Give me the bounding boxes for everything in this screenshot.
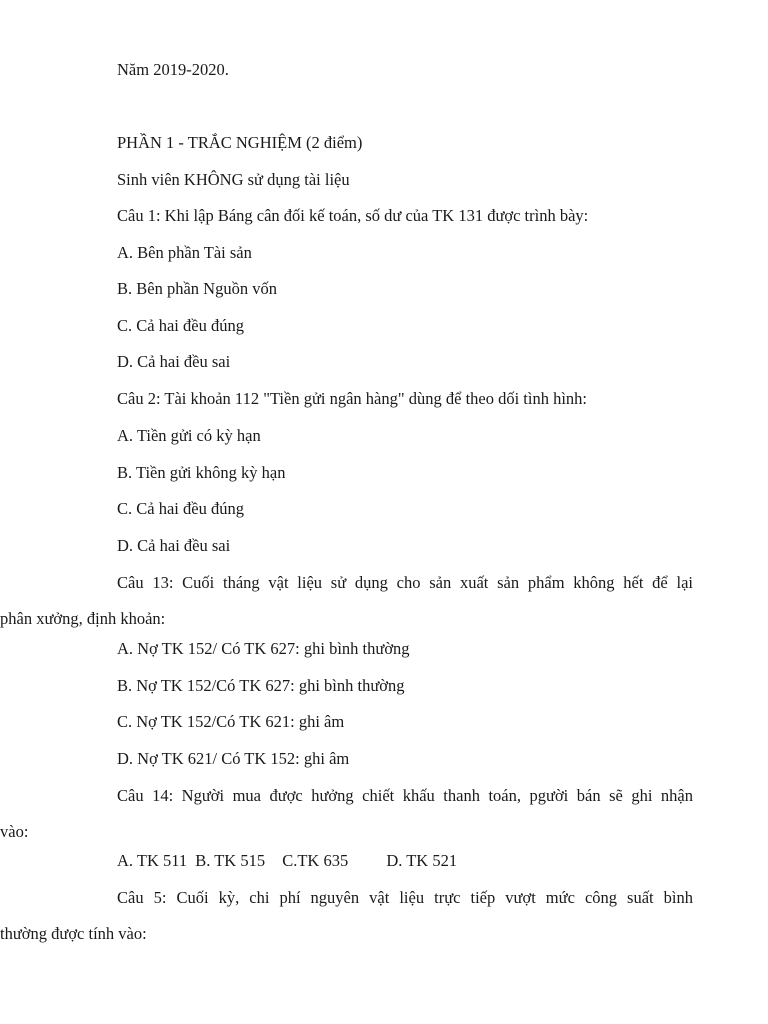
question-2-prompt: Câu 2: Tài khoản 112 "Tiền gửi ngân hàng" dùng để theo dối tình hình:: [117, 389, 588, 408]
question-13-prompt-line-1: Câu 13: Cuối tháng vật liệu sử dụng cho sản xuất sản phẩm không hết để lại: [117, 573, 693, 592]
question-1-option-d: D. Cả hai đều sai: [117, 352, 231, 371]
question-1-option-a: A. Bên phần Tài sản: [117, 243, 252, 262]
question-2-option-c: C. Cả hai đều đúng: [117, 499, 244, 518]
question-5-prompt-line-2: thường được tính vào:: [0, 924, 147, 943]
question-1-option-c: C. Cả hai đều đúng: [117, 316, 244, 335]
question-13-option-c: C. Nợ TK 152/Có TK 621: ghi âm: [117, 712, 345, 731]
question-14-option-c: C.TK 635: [282, 851, 349, 870]
question-2-option-b: B. Tiền gửi không kỳ hạn: [117, 463, 286, 482]
section-title: PHẦN 1 - TRẮC NGHIỆM (2 điểm): [117, 133, 363, 152]
question-13-option-b: B. Nợ TK 152/Có TK 627: ghi bình thường: [117, 676, 405, 695]
question-13-option-a: A. Nợ TK 152/ Có TK 627: ghi bình thường: [117, 639, 410, 658]
question-14-prompt-line-1: Câu 14: Người mua được hưởng chiết khấu thanh toán, pgười bán sẽ ghi nhận: [117, 786, 693, 805]
question-14-prompt-line-2: vào:: [0, 822, 29, 841]
question-13-option-d: D. Nợ TK 621/ Có TK 152: ghi âm: [117, 749, 350, 768]
question-5-prompt-line-1: Câu 5: Cuối kỳ, chi phí nguyên vật liệu trực tiếp vượt mức công suất bình: [117, 888, 693, 907]
question-13-prompt-line-2: phân xưởng, định khoản:: [0, 609, 166, 628]
question-14-option-a: A. TK 511: [117, 851, 188, 870]
question-1-option-b: B. Bên phần Nguồn vốn: [117, 279, 277, 298]
academic-year: Năm 2019-2020.: [117, 60, 229, 79]
question-1-prompt: Câu 1: Khi lập Báng cân đối kế toán, số dư của TK 131 được trình bày:: [117, 206, 589, 225]
section-note: Sinh viên KHÔNG sử dụng tài liệu: [117, 170, 350, 189]
question-14-option-d: D. TK 521: [386, 851, 458, 870]
question-14-options: [117, 851, 693, 871]
question-5-prompt: [0, 888, 693, 944]
question-2-option-a: A. Tiền gửi có kỳ hạn: [117, 426, 261, 445]
question-14-option-b: B. TK 515: [195, 851, 266, 870]
question-14-prompt: [0, 786, 693, 842]
question-2-option-d: D. Cả hai đều sai: [117, 536, 231, 555]
question-13-prompt: [0, 573, 693, 629]
